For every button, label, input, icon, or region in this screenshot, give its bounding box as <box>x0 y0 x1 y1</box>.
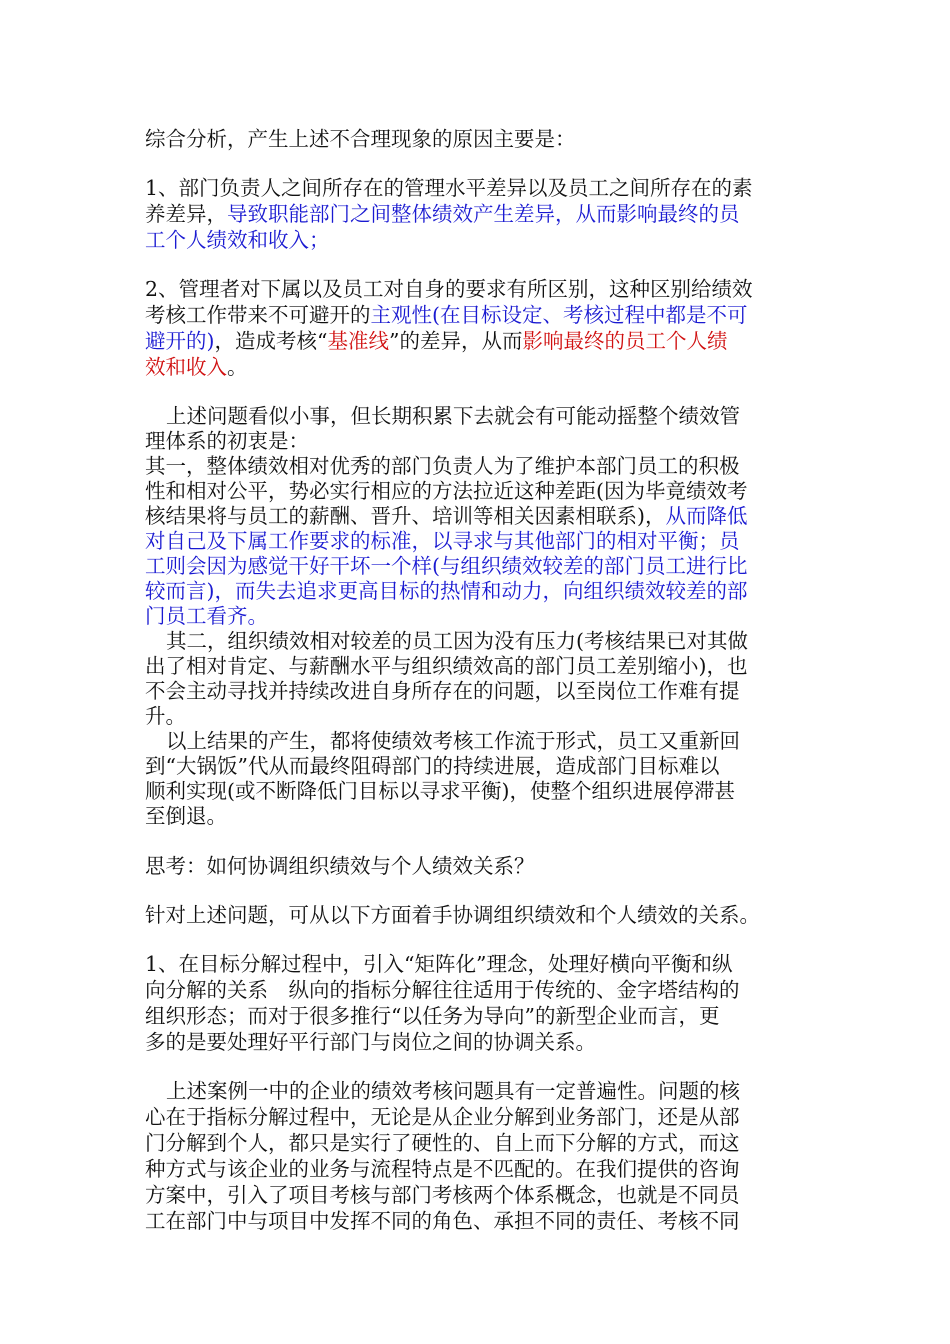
analysis-line-10: 其二，组织绩效相对较差的员工因为没有压力(考核结果已对其做 <box>166 629 748 653</box>
point-2-text: 考核工作带来不可避开的 <box>145 303 371 327</box>
analysis-line-15: 到“大锅饭”代从而最终阻碍部门的持续进展，造成部门目标难以 <box>145 754 720 778</box>
matrix-line-4: 多的是要处理好平行部门与岗位之间的协调关系。 <box>145 1030 596 1054</box>
analysis-line-4: 性和相对公平，势必实行相应的方法拉近这种差距(因为毕竟绩效考 <box>145 479 748 503</box>
point-2-highlight-red-end: 效和收入 <box>145 355 227 379</box>
analysis-line-14: 以上结果的产生，都将使绩效考核工作流于形式，员工又重新回 <box>166 729 740 753</box>
analysis-line-8: 较而言)，而失去追求更高目标的热情和动力，向组织绩效较差的部 <box>145 579 748 603</box>
case-line-4: 种方式与该企业的业务与流程特点是不匹配的。在我们提供的咨询 <box>145 1157 740 1181</box>
analysis-line-13: 升。 <box>145 704 186 728</box>
analysis-line-3: 其一，整体绩效相对优秀的部门负责人为了维护本部门员工的积极 <box>145 454 740 478</box>
point-2-text-3: ”的差异，从而 <box>388 329 523 353</box>
point-1-line-2 <box>145 201 740 227</box>
analysis-line-17: 至倒退。 <box>145 804 227 828</box>
point-2-line-1: 2、管理者对下属以及员工对自身的要求有所区别，这种区别给绩效 <box>145 277 753 301</box>
point-2-highlight-blue: 主观性(在目标设定、考核过程中都是不可 <box>370 303 748 327</box>
approach-paragraph: 针对上述问题，可从以下方面着手协调组织绩效和个人绩效的关系。 <box>145 903 760 927</box>
point-2-line-4 <box>145 354 248 380</box>
analysis-text: 核结果将与员工的薪酬、晋升、培训等相关因素相联系)， <box>145 504 666 528</box>
point-1-line-3: 工个人绩效和收入； <box>145 228 330 252</box>
point-2-period: 。 <box>227 355 248 379</box>
baseline-term-red: 基准线 <box>327 329 389 353</box>
point-2-line-2 <box>145 302 748 328</box>
analysis-line-1: 上述问题看似小事，但长期积累下去就会有可能动摇整个绩效管 <box>166 404 740 428</box>
matrix-line-3: 组织形态；而对于很多推行“以任务为导向”的新型企业而言，更 <box>145 1004 720 1028</box>
case-line-2: 心在于指标分解过程中，无论是从企业分解到业务部门，还是从部 <box>145 1105 740 1129</box>
analysis-line-2: 理体系的初衷是： <box>145 429 309 453</box>
case-line-1: 上述案例一中的企业的绩效考核问题具有一定普遍性。问题的核 <box>166 1079 740 1103</box>
point-1-text: 养差异， <box>145 202 227 226</box>
intro-paragraph: 综合分析，产生上述不合理现象的原因主要是： <box>145 127 576 151</box>
point-2-line-3 <box>145 328 727 354</box>
analysis-line-16: 顺利实现(或不断降低门目标以寻求平衡)，使整个组织进展停滞甚 <box>145 779 735 803</box>
point-2-highlight-red: 影响最终的员工个人绩 <box>522 329 728 353</box>
think-question: 思考：如何协调组织绩效与个人绩效关系？ <box>145 854 535 878</box>
analysis-line-12: 不会主动寻找并持续改进自身所存在的问题，以至岗位工作难有提 <box>145 679 740 703</box>
analysis-line-9: 门员工看齐。 <box>145 604 268 628</box>
point-1-highlight-blue: 导致职能部门之间整体绩效产生差异，从而影响最终的员 <box>227 202 740 226</box>
analysis-line-5 <box>145 503 748 529</box>
point-1-line-1: 1、部门负责人之间所存在的管理水平差异以及员工之间所存在的素 <box>145 176 753 200</box>
matrix-line-1: 1、在目标分解过程中，引入“矩阵化”理念，处理好横向平衡和纵 <box>145 952 733 976</box>
case-line-6: 工在部门中与项目中发挥不同的角色、承担不同的责任、考核不同 <box>145 1209 740 1233</box>
analysis-line-7: 工则会因为感觉干好干坏一个样(与组织绩效较差的部门员工进行比 <box>145 554 748 578</box>
point-2-highlight-blue-end: 避开的) <box>145 329 215 353</box>
case-line-5: 方案中，引入了项目考核与部门考核两个体系概念，也就是不同员 <box>145 1183 740 1207</box>
matrix-line-2: 向分解的关系 纵向的指标分解往往适用于传统的、金字塔结构的 <box>145 978 740 1002</box>
analysis-line-6: 对自己及下属工作要求的标准，以寻求与其他部门的相对平衡；员 <box>145 529 740 553</box>
point-2-text-2: ，造成考核“ <box>214 329 328 353</box>
case-line-3: 门分解到个人，都只是实行了硬性的、自上而下分解的方式，而这 <box>145 1131 740 1155</box>
analysis-line-11: 出了相对肯定、与薪酬水平与组织绩效高的部门员工差别缩小)，也 <box>145 654 748 678</box>
analysis-highlight-blue: 从而降低 <box>665 504 748 528</box>
